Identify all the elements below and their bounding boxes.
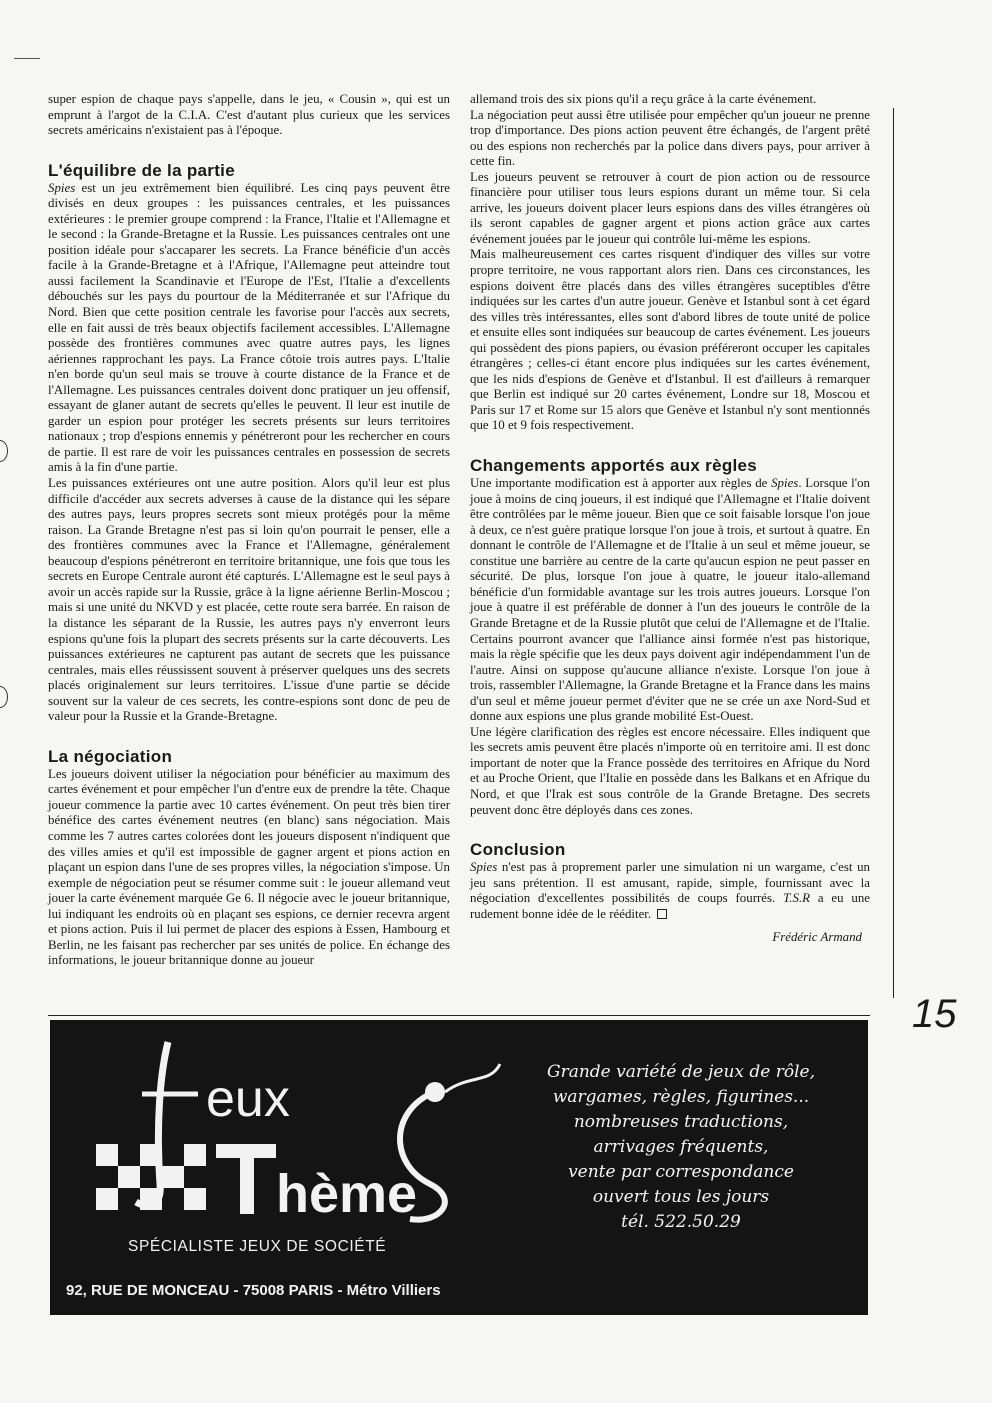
ad-address: 92, RUE DE MONCEAU - 75008 PARIS - Métro Villiers: [66, 1282, 441, 1299]
right-column: [470, 92, 870, 946]
paragraph: [470, 860, 870, 922]
paragraph: allemand trois des six pions qu'il a reçu grâce à la carte événement.: [470, 92, 817, 106]
ad-specialist-text: SPÉCIALISTE JEUX DE SOCIÉTÉ: [128, 1238, 387, 1255]
intro-paragraph: super espion de chaque pays s'appelle, dans le jeu, « Cousin », qui est un emprunt à l'argot de la C.I.A. C'est d'autant plus curieux que les services secrets américains n'existaient pas à l'époque.: [48, 92, 450, 138]
slogan-line: ouvert tous les jours: [592, 1187, 770, 1207]
publisher-name: T.S.R: [783, 891, 811, 906]
paragraph: Mais malheureusement ces cartes risquent d'indiquer des villes sur votre propre territoire, ne vous rapportant alors rien. Dans ces circonstances, les espions doivent être placés dans des villes étrangères suceptibles d'être indiquées sur les cartes d'un autre joueur. Genève et Istanbul sont à cet égard des villes très intéressantes, elles sont d'abord libres de toute unité de police et ensuite elles sont indiquées sur beaucoup de cartes événement. Les joueurs qui possèdent des pions papiers, ou évasion préféreront occuper les capitales étrangères ; celles-ci étant encore plus indiquées sur les cartes événement, que les nids d'espions de Genève et d'Istanbul. Il est d'ailleurs à remarquer que Berlin est indiqué sur 20 cartes événement, Londre sur 18, Moscou et Paris sur 17 et Rome sur 15 alors que Genève et Istanbul n'y sont mentionnés que 10 et 9 fois respectivement.: [470, 247, 870, 433]
end-of-article-icon: [657, 909, 667, 919]
slogan-line: vente par correspondance: [568, 1162, 794, 1182]
paragraph: [470, 476, 870, 725]
section-heading-negociation: La négociation: [48, 746, 173, 766]
left-column: [48, 92, 450, 969]
paragraph-text: n'est pas à proprement parler une simulation ni un wargame, c'est un jeu sans prétention. Il est amusant, rapide, simple, fournissant avec la négociation d'excellentes possibilités de coups fourrés.: [470, 860, 870, 906]
game-title: Spies: [771, 476, 799, 491]
jeux-themes-logo: [90, 1034, 510, 1234]
paragraph: Les joueurs doivent utiliser la négociation pour bénéficier au maximum des cartes événement et pour empêcher l'un d'entre eux de prendre la tête. Chaque joueur commence la partie avec 10 cartes événement. On peut très bien tirer bénéfice des cartes événement neutres (en blanc) sans négociation. Mais comme les 7 autres cartes colorées dont les joueurs disposent n'indiquent que des villes amies et qu'il est impossible de gagner argent et pions action en plaçant un espion dans l'une de ses propres villes, la négociation s'impose. Un exemple de négociation peut se résumer comme suit : le joueur allemand veut jouer la carte événement marquée Ge 6. Il négocie avec le joueur britannique, lui indiquant les endroits où en plaçant ses espions, ce dernier recevra argent et pions action. Puis il lui permet de placer des espions à Essen, Hambourg et Berlin, ne les faisant pas rechercher par ses unités de police. En échange des informations, le joueur britannique donne au joueur: [48, 766, 450, 968]
paragraph-text: Une importante modification est à apporter aux règles de: [470, 476, 772, 491]
slogan-line: arrivages fréquents,: [593, 1137, 769, 1157]
section-heading-equilibre: L'équilibre de la partie: [48, 160, 235, 180]
paragraph: Une légère clarification des règles est encore nécessaire. Elles indiquent que les secrets amis peuvent être placés n'importe où en territoire ami. Il est donc important de noter que la France possède des territoires en Afrique du Nord et au Proche Orient, que l'Italie en possède dans les Balkans et en Afrique du Nord, et que l'Irak est sous contrôle de la Grande Bretagne. Des secrets peuvent donc être déployés dans ces zones.: [470, 724, 870, 817]
author-signature: Frédéric Armand: [772, 930, 862, 945]
page-number: 15: [912, 992, 957, 1036]
slogan-line: Grande variété de jeux de rôle,: [546, 1062, 816, 1082]
dragon-flame: [445, 1064, 500, 1092]
paragraph: Les joueurs peuvent se retrouver à court de pion action ou de ressource financière pour utiliser tous leurs espions durant un même tour. Si cela arrive, les joueurs doivent placer leurs espions dans des villes étrangères où ils seront capables de gagner argent et pions action grâce aux cartes événement jouées par le joueur qui contrôle lui-même les espions.: [470, 169, 870, 246]
paragraph-text: . Lorsque l'on joue à moins de cinq joueurs, il est indiqué que l'Allemagne et l'Italie doivent être contrôlées par le même joueur. Bien que ce soit faisable lorsque l'on joue à deux, ce n'est guère pratique lorsque l'on joue à trois, et surtout à quatre. En donnant le contrôle de l'Allemagne et de l'Italie à un seul et même joueur, se constitue une barrière au centre de la carte qu'aucun espion ne peut passer en sécurité. De plus, lorsque l'on joue à quatre, le joueur italo-allemand bénéficie d'un formidable avantage sur les trois autres joueurs. Lorsque l'on joue à quatre il est préférable de donner à l'un des joueurs le contrôle de la Grande Bretagne et de la Russie plutôt que celui de l'Allemagne et de l'Italie. Certains pourront avancer que l'alliance ainsi formée n'est pas historique, mais la règle spécifie que les deux pays doivent agir indépendamment l'un de l'autre. Ainsi on suppose qu'aucune alliance n'existe. Lorsque l'on joue à trois, rassembler l'Allemagne, la Grande Bretagne et la France dans les mains d'un seul et même joueur permet d'éviter que ne se crée un axe Nord-Sud et donne aux espions une plus grande mobilité Est-Ouest.: [470, 476, 870, 724]
game-title: Spies: [470, 860, 498, 875]
logo-word-jeux: eux: [206, 1070, 290, 1128]
binder-hole: [0, 686, 8, 708]
game-title: Spies: [48, 180, 76, 195]
dragon-head: [425, 1082, 445, 1102]
section-heading-changements: Changements apportés aux règles: [470, 456, 758, 476]
binder-hole: [0, 440, 8, 462]
checkerboard-icon: [96, 1144, 206, 1210]
ad-rule: [48, 1015, 870, 1016]
paragraph: [48, 181, 450, 476]
advertisement: [50, 1020, 868, 1315]
section-heading-conclusion: Conclusion: [470, 840, 566, 860]
logo-word-themes: hème: [276, 1164, 418, 1224]
corner-mark: [14, 58, 40, 59]
paragraph-text: a eu une rudement bonne idée de le rééditer.: [470, 891, 871, 921]
logo-t-stem: [240, 1144, 254, 1214]
paragraph: La négociation peut aussi être utilisée pour empêcher qu'un joueur ne prenne trop d'importance. Des pions action peuvent être échangés, de l'argent prêté ou des espions non recherchés par la police dans divers pays, pour arriver à cette fin.: [470, 107, 870, 169]
paragraph: Les puissances extérieures ont une autre position. Alors qu'il leur est plus difficile d'accéder aux secrets adverses à cause de la distance qui les sépare des autres pays, leurs propres secrets sont mieux protégés pour la même raison. La Grande Bretagne n'est pas si loin qu'on pourrait le penser, elle a des frontières communes avec la France et l'Allemagne, généralement beaucoup d'espions pénétreront en territoire britannique, une fois que tous les secrets en Europe Centrale auront été capturés. L'Allemagne est le seul pays à avoir un accès rapide sur la Russie, grâce à la ligne aérienne Berlin-Moscou ; mais si une unité du NKVD y est placée, cette route sera barrée. En raison de la distance les séparant de la Russie, les autres pays n'y enverront leurs espions qu'une fois la plupart des secrets présents sur la carte découverts. Les puissances extérieures ne capturent pas autant de secrets que les puissance centrales, mais elles réussissent souvent à préserver quelques uns des secrets placés originalement sur leurs territoires. L'issue d'une partie se décide souvent sur la valeur de ces secrets, les contre-espions sont donc de peu de valeur pour la Russie et la Grande-Bretagne.: [48, 476, 450, 724]
slogan-line: nombreuses traductions,: [573, 1112, 789, 1132]
slogan-line: tél. 522.50.29: [621, 1212, 741, 1232]
paragraph-text: est un jeu extrêmement bien équilibré. Les cinq pays peuvent être divisés en deux groupes : les puissances centrales, et les puissances extérieures : le premier groupe comprend : la France, l'Italie et l'Allemagne et le second : la Grande-Bretagne et la Russie. Les puissances centrales ont une position idéale pour s'accaparer les secrets. La France bénéficie d'un accès facile à la Grande-Bretagne et à l'Afrique, l'Allemagne peut atteindre tout aussi facilement la Scandinavie et l'Europe de l'Est, l'Italie a d'excellents débouchés sur les pays du pourtour de la Méditerranée et sur l'Afrique du Nord. Bien que cette position centrale les favorise pour l'accès aux secrets, elle en fait aussi de très beaux objectifs facilement accessibles. L'Allemagne possède des frontières communes avec quatre autres pays, les lignes aériennes rapprochant les pays. La France côtoie trois autres pays. L'Italie n'en borde qu'un seul mais se trouve à courte distance de la France et de l'Allemagne. Les puissances centrales doivent donc pratiquer un jeu offensif, essayant de glaner autant de secrets qu'elles le peuvent. Il leur est inutile de garder un espion pour protéger les secrets présents sur leurs territoires nationaux ; trop d'espions ennemis y pénétreront pour les rechercher en cours de partie. Il est rare de voir les puissances centrales en possession de secrets amis à la fin d'une partie.: [48, 180, 450, 475]
ad-slogan: [506, 1060, 856, 1235]
slogan-line: wargames, règles, figurines...: [552, 1087, 810, 1107]
column-rule: [893, 108, 894, 998]
